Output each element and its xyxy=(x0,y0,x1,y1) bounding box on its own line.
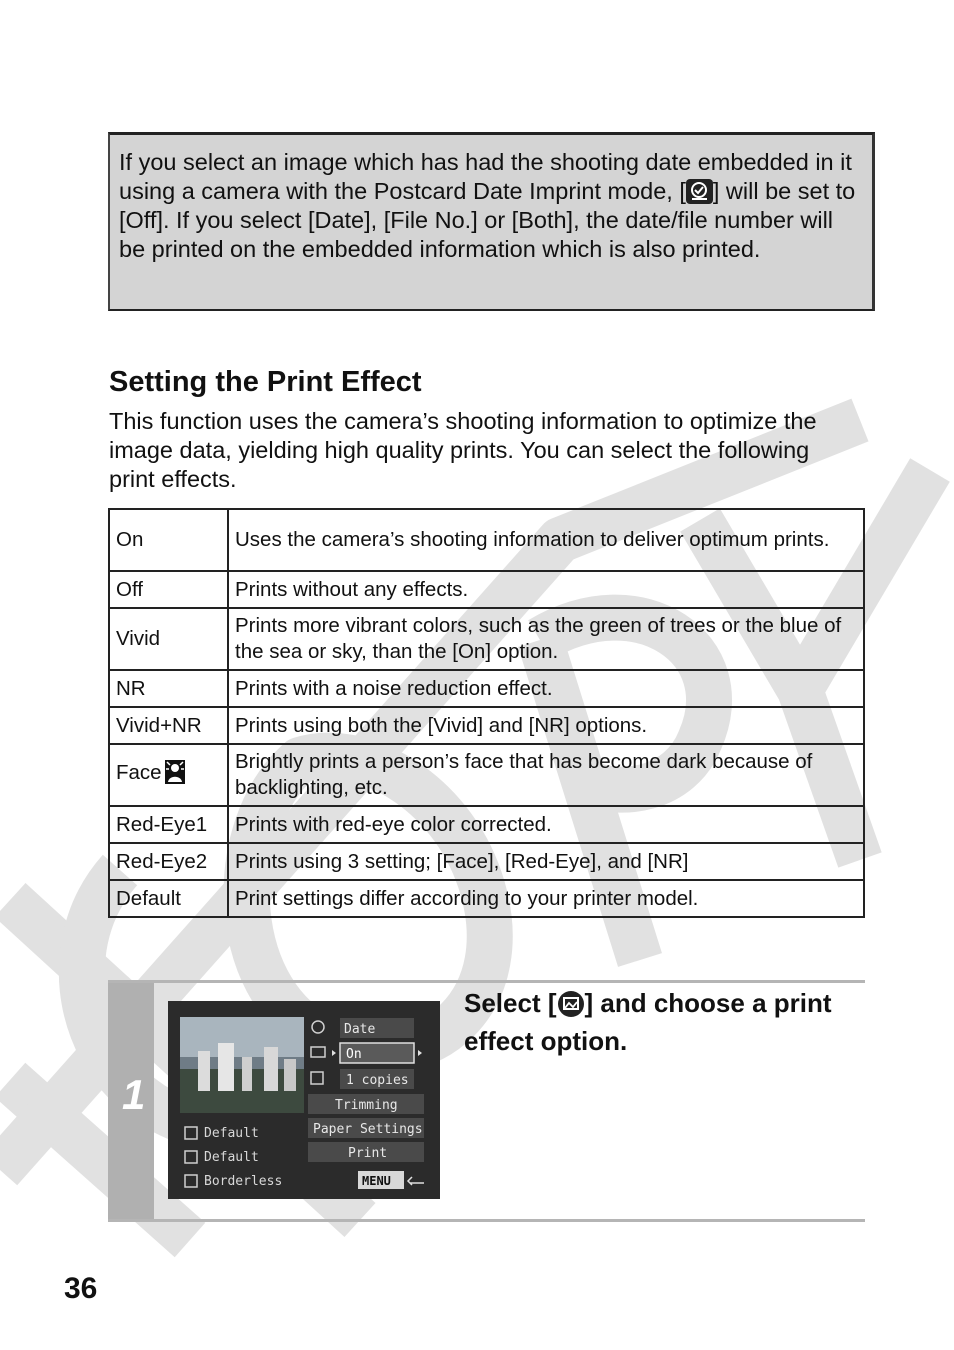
table-row xyxy=(109,843,864,880)
lcd-date: Date xyxy=(344,1022,376,1037)
lcd-print: Print xyxy=(348,1146,388,1161)
note-text-start: If you select an image which has had the shooting date embedded in it using a camera with the Postcard Date Imprint mode, [ xyxy=(119,149,852,204)
effect-name: Vivid+NR xyxy=(109,707,228,744)
lcd-menu-label: MENU xyxy=(362,1174,391,1188)
date-print-icon xyxy=(686,179,713,204)
lcd-left-item: Borderless xyxy=(204,1174,283,1189)
step-panel xyxy=(108,980,865,1222)
page-number: 36 xyxy=(64,1272,98,1305)
table-row xyxy=(109,571,864,608)
lcd-trimming: Trimming xyxy=(335,1098,398,1113)
table-row xyxy=(109,670,864,707)
effect-description: Prints with red-eye color corrected. xyxy=(228,806,864,843)
effect-description: Prints using 3 setting; [Face], [Red-Eye], and [NR] xyxy=(228,843,864,880)
effect-name: Vivid xyxy=(109,608,228,670)
table-row xyxy=(109,880,864,917)
effect-description: Prints without any effects. xyxy=(228,571,864,608)
effect-description: Brightly prints a person’s face that has become dark because of backlighting, etc. xyxy=(228,744,864,806)
lcd-copies: 1 copies xyxy=(346,1073,409,1088)
effect-name: Red-Eye1 xyxy=(109,806,228,843)
lcd-effect: On xyxy=(346,1047,362,1062)
table-row xyxy=(109,608,864,670)
effect-name: Red-Eye2 xyxy=(109,843,228,880)
effect-description: Prints more vibrant colors, such as the green of trees or the blue of the sea or sky, than the [On] option. xyxy=(228,608,864,670)
note-box xyxy=(108,132,875,311)
camera-lcd-screen xyxy=(168,1001,440,1199)
step-bar xyxy=(108,983,154,1219)
effect-description: Print settings differ according to your printer model. xyxy=(228,880,864,917)
table-row xyxy=(109,806,864,843)
effect-name: NR xyxy=(109,670,228,707)
effect-description: Uses the camera’s shooting information to deliver optimum prints. xyxy=(228,509,864,571)
lcd-left-item: Default xyxy=(204,1150,259,1165)
effect-name: Default xyxy=(109,880,228,917)
section-intro: This function uses the camera’s shooting information to optimize the image data, yielding high quality prints. You can select the following print effects. xyxy=(109,408,817,492)
table-row xyxy=(109,509,864,571)
effect-name: Face xyxy=(116,760,162,784)
effect-name: On xyxy=(109,509,228,571)
step-text-end: ] and choose a print effect option. xyxy=(464,988,832,1056)
table-row xyxy=(109,744,864,806)
print-effect-icon xyxy=(557,990,585,1025)
lcd-paper-settings: Paper Settings xyxy=(313,1122,423,1137)
print-effects-table xyxy=(108,508,865,918)
image-thumbnail xyxy=(180,1017,304,1113)
effect-description: Prints with a noise reduction effect. xyxy=(228,670,864,707)
lcd-svg xyxy=(168,1001,440,1199)
step-number: 1 xyxy=(122,1071,146,1118)
effect-name-cell xyxy=(109,744,228,806)
section-title: Setting the Print Effect xyxy=(109,366,422,398)
effect-name: Off xyxy=(109,571,228,608)
step-text-start: Select [ xyxy=(464,988,557,1018)
lcd-left-item: Default xyxy=(204,1126,259,1141)
face-icon xyxy=(165,760,185,791)
table-row xyxy=(109,707,864,744)
note-text-end: ] will be set to [Off]. If you select [Date], [File No.] or [Both], the date/file number will be printed on the embedded information which is also printed. xyxy=(119,178,856,262)
step-instruction xyxy=(464,987,844,1057)
effect-description: Prints using both the [Vivid] and [NR] options. xyxy=(228,707,864,744)
